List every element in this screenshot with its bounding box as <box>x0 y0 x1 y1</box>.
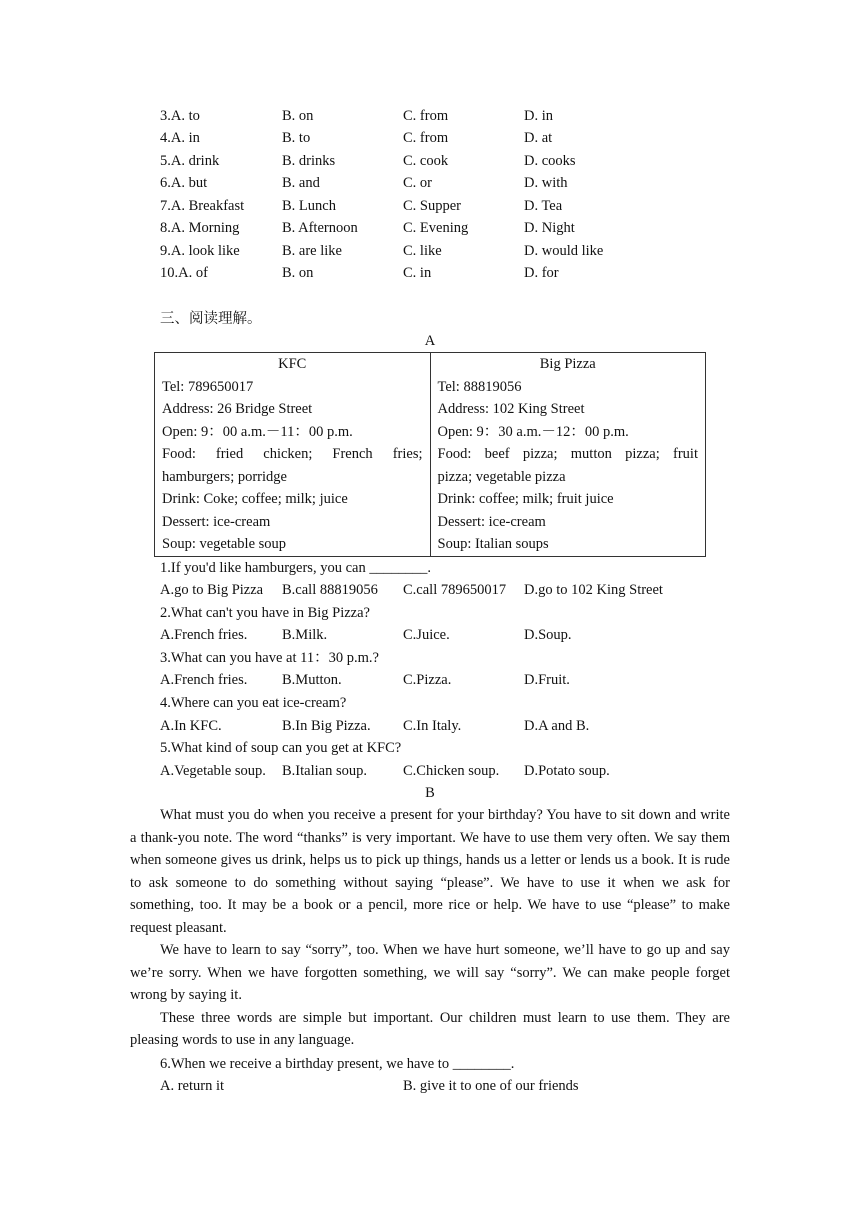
option-9b: B. are like <box>282 243 342 259</box>
option-9d: D. would like <box>524 243 604 259</box>
kfc-address: Address: 26 Bridge Street <box>162 401 313 417</box>
kfc-open: Open: 9：00 a.m.－11：00 p.m. <box>162 423 353 440</box>
pizza-food-1: Food: beef pizza; mutton pizza; fruit <box>437 446 698 462</box>
option-3d: D. in <box>524 108 553 124</box>
question-3-option-a: A.French fries. <box>160 672 248 688</box>
question-6-option-b: B. give it to one of our friends <box>403 1078 579 1094</box>
question-1-option-d: D.go to 102 King Street <box>524 582 663 598</box>
question-4-option-c: C.In Italy. <box>403 718 462 734</box>
option-9a: 9.A. look like <box>160 243 240 259</box>
pizza-address: Address: 102 King Street <box>437 401 585 417</box>
question-6-option-a: A. return it <box>160 1078 225 1094</box>
passage-a-label: A <box>424 333 436 349</box>
question-1-option-b: B.call 88819056 <box>282 582 378 598</box>
section-title: 三、阅读理解。 <box>160 311 262 327</box>
option-10d: D. for <box>524 265 559 281</box>
kfc-cell <box>155 353 431 557</box>
question-5-option-b: B.Italian soup. <box>282 763 367 779</box>
kfc-title: KFC <box>278 356 307 372</box>
option-9c: C. like <box>403 243 442 259</box>
option-5b: B. drinks <box>282 153 336 169</box>
option-10c: C. in <box>403 265 432 281</box>
option-6b: B. and <box>282 175 320 191</box>
question-5-option-a: A.Vegetable soup. <box>160 763 266 779</box>
pizza-soup: Soup: Italian soups <box>437 536 549 552</box>
passage-b-paragraph-1: What must you do when you receive a present for your birthday? You have to sit down and write a thank-you note. The word “thanks” is very important. We have to use them very often. We say them when someone gives us drink, helps us to pick up things, hands us a letter or lends us a book. It is rude to ask someone to do something without saying “please”. We have to use it when we ask for something, too. It may be a book or a pencil, more rice or help. We have to use “please” to make request pleasant. <box>130 807 730 936</box>
passage-b-label: B <box>425 785 435 801</box>
option-4b: B. to <box>282 130 311 146</box>
pizza-tel: Tel: 88819056 <box>437 378 522 395</box>
question-2-option-b: B.Milk. <box>282 627 328 643</box>
question-3-option-b: B.Mutton. <box>282 672 342 688</box>
question-4-option-b: B.In Big Pizza. <box>282 718 371 734</box>
option-4c: C. from <box>403 130 449 146</box>
question-2-option-c: C.Juice. <box>403 627 450 643</box>
question-3-option-d: D.Fruit. <box>524 672 570 688</box>
question-4: 4.Where can you eat ice-cream? <box>160 695 347 711</box>
question-3: 3.What can you have at 11：30 p.m.? <box>160 650 379 666</box>
option-8d: D. Night <box>524 220 575 236</box>
option-6a: 6.A. but <box>160 175 208 191</box>
kfc-dessert: Dessert: ice-cream <box>162 513 271 530</box>
passage-b-paragraph-3: These three words are simple but important. Our children must learn to use them. They are pleasing words to use in any language. <box>130 1009 730 1048</box>
pizza-cell <box>430 353 706 557</box>
restaurant-table <box>154 352 706 557</box>
option-3b: B. on <box>282 108 314 124</box>
option-10b: B. on <box>282 265 314 281</box>
option-6c: C. or <box>403 175 432 191</box>
question-5: 5.What kind of soup can you get at KFC? <box>160 740 402 756</box>
option-5c: C. cook <box>403 153 449 169</box>
kfc-soup: Soup: vegetable soup <box>162 536 287 552</box>
option-10a: 10.A. of <box>160 265 208 281</box>
pizza-title: Big Pizza <box>539 356 596 372</box>
kfc-food-1: Food: fried chicken; French fries; <box>162 446 423 462</box>
option-7c: C. Supper <box>403 198 461 214</box>
option-7a: 7.A. Breakfast <box>160 198 245 214</box>
question-5-option-c: C.Chicken soup. <box>403 763 500 779</box>
option-4d: D. at <box>524 130 553 146</box>
question-1: 1.If you'd like hamburgers, you can ________. <box>160 560 431 576</box>
option-8c: C. Evening <box>403 220 469 236</box>
passage-b <box>130 804 730 1052</box>
question-5-option-d: D.Potato soup. <box>524 763 610 779</box>
question-1-option-c: C.call 789650017 <box>403 582 507 598</box>
question-2-option-a: A.French fries. <box>160 627 248 643</box>
option-7b: B. Lunch <box>282 198 336 214</box>
pizza-food-2: pizza; vegetable pizza <box>437 468 566 485</box>
option-5d: D. cooks <box>524 153 576 169</box>
option-7d: D. Tea <box>524 198 563 214</box>
kfc-food-2: hamburgers; porridge <box>162 468 287 485</box>
option-4a: 4.A. in <box>160 130 200 146</box>
kfc-drink: Drink: Coke; coffee; milk; juice <box>162 491 348 507</box>
option-3c: C. from <box>403 108 449 124</box>
question-4-option-d: D.A and B. <box>524 718 590 734</box>
question-4-option-a: A.In KFC. <box>160 718 222 734</box>
pizza-dessert: Dessert: ice-cream <box>437 513 546 530</box>
question-2: 2.What can't you have in Big Pizza? <box>160 605 370 621</box>
pizza-drink: Drink: coffee; milk; fruit juice <box>437 491 614 507</box>
option-5a: 5.A. drink <box>160 153 220 169</box>
kfc-tel: Tel: 789650017 <box>162 378 254 395</box>
option-6d: D. with <box>524 175 568 191</box>
question-3-option-c: C.Pizza. <box>403 672 452 688</box>
pizza-open: Open: 9：30 a.m.－12：00 p.m. <box>437 423 629 440</box>
question-2-option-d: D.Soup. <box>524 627 572 643</box>
question-1-option-a: A.go to Big Pizza <box>160 582 264 598</box>
option-8b: B. Afternoon <box>282 220 358 236</box>
passage-b-paragraph-2: We have to learn to say “sorry”, too. When we have hurt someone, we’ll have to go up and say we’re sorry. When we have forgotten something, we will say “sorry”. We can make people forget wrong by saying it. <box>130 942 730 1003</box>
option-8a: 8.A. Morning <box>160 220 240 236</box>
question-6: 6.When we receive a birthday present, we have to ________. <box>160 1056 515 1072</box>
option-3a: 3.A. to <box>160 108 200 124</box>
